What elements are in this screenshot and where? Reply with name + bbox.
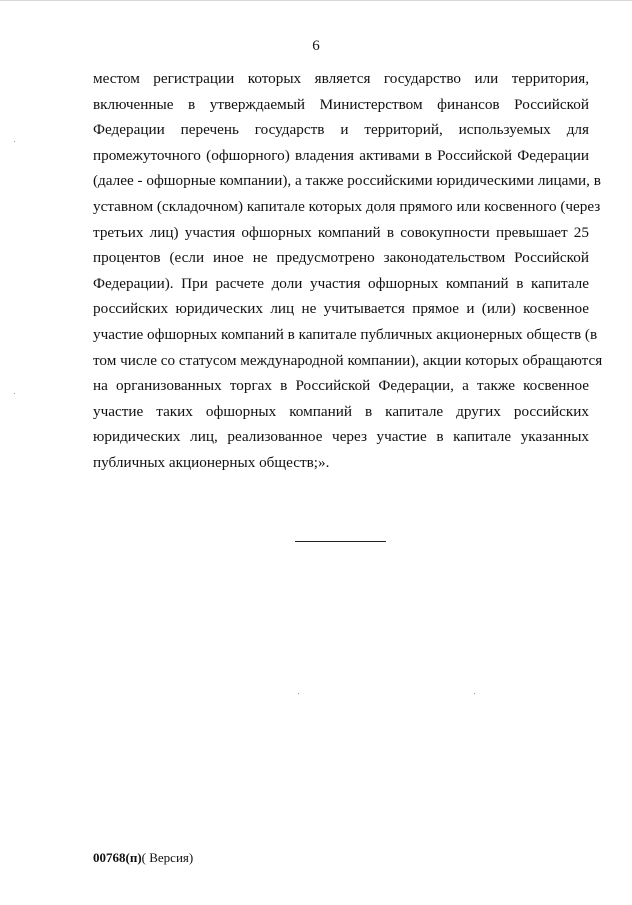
body-line-8: процентов (если иное не предусмотрено законодательством Российской [93, 249, 589, 267]
section-separator-line [295, 541, 386, 542]
scan-speck [298, 693, 299, 694]
body-line-3: Федерации перечень государств и территорий, используемых для [93, 121, 589, 139]
scan-speck [14, 141, 15, 142]
body-line-2: включенные в утверждаемый Министерством финансов Российской [93, 95, 589, 113]
scan-top-edge [0, 0, 632, 1]
body-line-1: местом регистрации которых является государство или территория, [93, 70, 589, 87]
body-line-9: Федерации). При расчете доли участия офшорных компаний в капитале [93, 274, 589, 292]
body-line-10: российских юридических лиц не учитывается прямое и (или) косвенное [93, 300, 589, 318]
body-line-13: на организованных торгах в Российской Федерации, а также косвенное [93, 377, 589, 395]
body-line-5: (далее - офшорные компании), а также российскими юридическими лицами, в [93, 172, 601, 190]
document-body [93, 66, 603, 476]
body-line-4: промежуточного (офшорного) владения активами в Российской Федерации [93, 146, 589, 164]
body-line-15: юридических лиц, реализованное через участие в капитале указанных [93, 428, 589, 446]
body-line-12: том числе со статусом международной компании), акции которых обращаются [93, 351, 603, 369]
body-line-16: публичных акционерных обществ;». [93, 453, 330, 471]
scan-speck [14, 393, 15, 394]
body-line-7: третьих лиц) участия офшорных компаний в совокупности превышает 25 [93, 223, 589, 241]
body-line-11: участие офшорных компаний в капитале публичных акционерных обществ (в [93, 325, 598, 343]
document-footer [93, 850, 193, 866]
scan-speck [474, 693, 475, 694]
body-line-6: уставном (складочном) капитале которых доля прямого или косвенного (через [93, 197, 601, 215]
body-line-14: участие таких офшорных компаний в капитале других российских [93, 402, 589, 420]
document-code: 00768(п) [93, 850, 142, 865]
version-label: ( Версия) [141, 850, 194, 865]
page-number: 6 [312, 38, 320, 54]
